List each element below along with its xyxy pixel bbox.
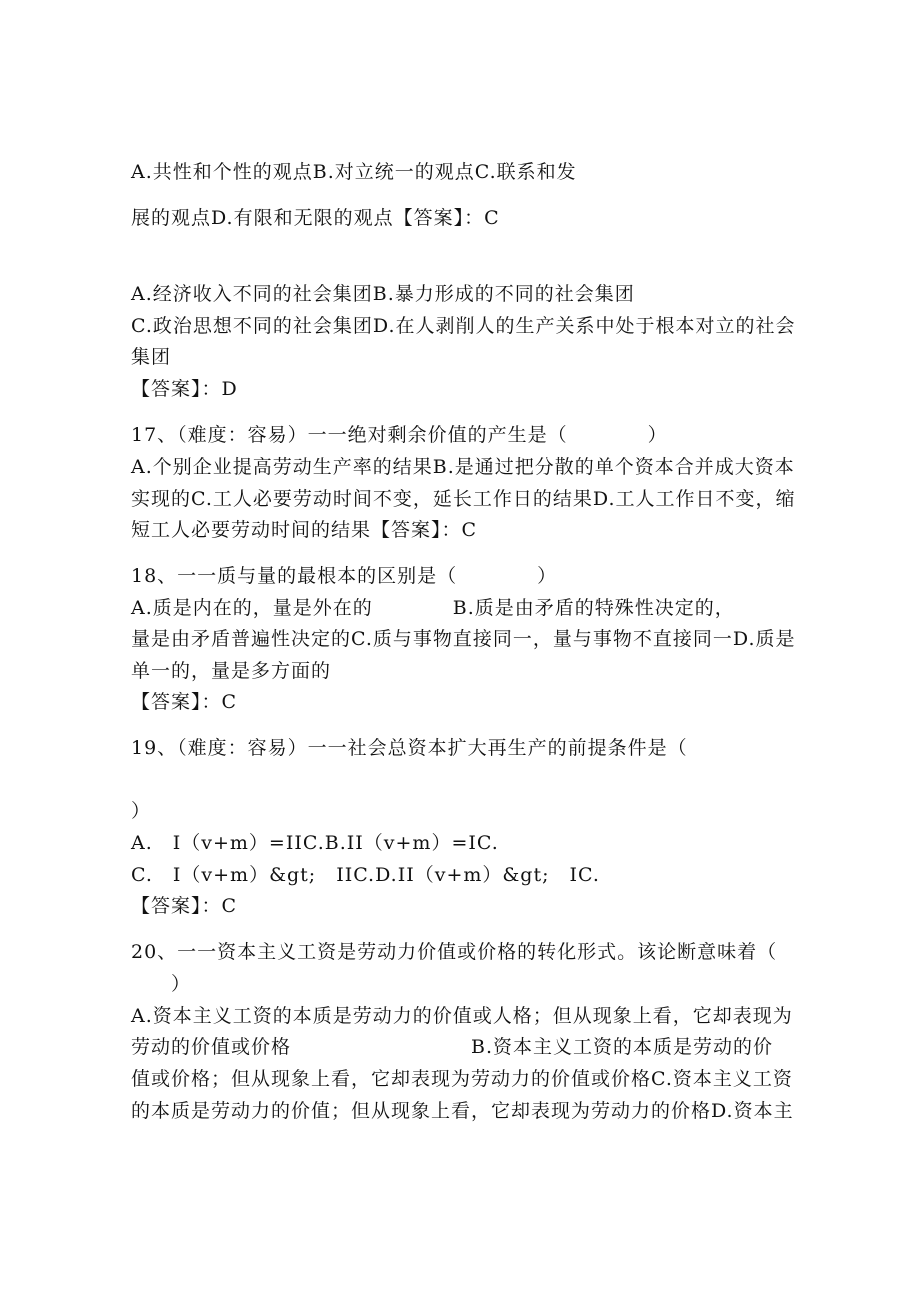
text-line: A.个别企业提高劳动生产率的结果B.是通过把分散的单个资本合并成大资本 <box>131 456 795 478</box>
text-line: ） <box>131 973 192 995</box>
text-line: C.政治思想不同的社会集团D.在人剥削人的生产关系中处于根本对立的社会 <box>131 315 796 337</box>
answer-line: 【答案】：D <box>131 378 238 400</box>
answer-line: 【答案】：C <box>131 895 238 917</box>
text-line: 劳动的价值或价格 B.资本主义工资的本质是劳动的价 <box>131 1036 774 1058</box>
text-line: ） <box>131 800 152 822</box>
text-line: 实现的C.工人必要劳动时间不变，延长工作日的结果D.工人工作日不变，缩 <box>131 488 796 510</box>
text-line: A.质是内在的，量是外在的 B.质是由矛盾的特殊性决定的， <box>131 597 735 619</box>
text-line: A.共性和个性的观点B.对立统一的观点C.联系和发 <box>131 161 577 183</box>
text-line: A. I（v+m）=IIC.B.II（v+m）=IC. <box>131 832 499 854</box>
question-17: 17、（难度：容易）一一绝对剩余价值的产生是（ ） <box>131 424 668 446</box>
text-line: 量是由矛盾普遍性决定的C.质与事物直接同一，量与事物不直接同一D.质是 <box>131 628 796 650</box>
text-line: 集团 <box>131 346 172 368</box>
text-line: 单一的，量是多方面的 <box>131 660 332 682</box>
question-20: 20、一一资本主义工资是劳动力价值或价格的转化形式。该论断意味着（ <box>131 941 778 963</box>
text-line: 的本质是劳动力的价值；但从现象上看，它却表现为劳动力的价格D.资本主 <box>131 1100 794 1122</box>
text-line: A.经济收入不同的社会集团B.暴力形成的不同的社会集团 <box>131 283 635 305</box>
question-18: 18、一一质与量的最根本的区别是（ ） <box>131 565 558 587</box>
text-line: 短工人必要劳动时间的结果【答案】：C <box>131 519 478 541</box>
answer-line: 【答案】：C <box>131 691 238 713</box>
text-line: C. I（v+m）&gt; IIC.D.II（v+m）&gt; IC. <box>131 864 600 886</box>
text-line: 值或价格；但从现象上看，它却表现为劳动力的价值或价格C.资本主义工资 <box>131 1068 793 1090</box>
text-line: A.资本主义工资的本质是劳动力的价值或人格；但从现象上看，它却表现为 <box>131 1005 793 1027</box>
question-19: 19、（难度：容易）一一社会总资本扩大再生产的前提条件是（ <box>131 737 688 759</box>
text-line: 展的观点D.有限和无限的观点【答案】：C <box>131 207 500 229</box>
